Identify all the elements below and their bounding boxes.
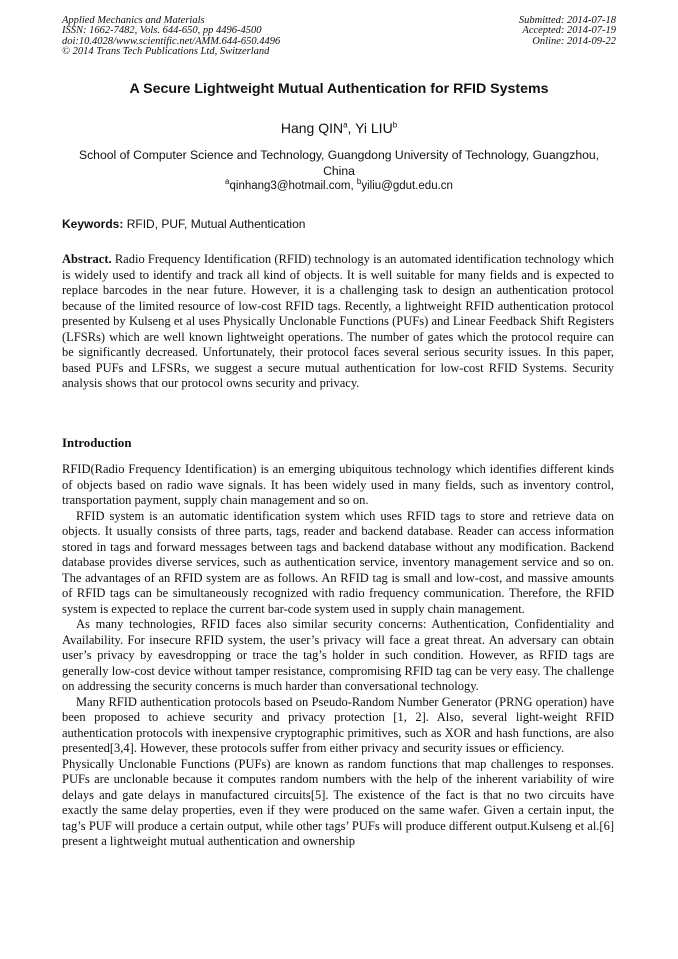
author-list (0, 120, 678, 136)
paragraph: RFID(Radio Frequency Identification) is an emerging ubiquitous technology which identifies different kinds of objects based on radio wave signals. It has been widely used in many fields, such as inventory control, transportation payment, supply chain management and so on. (62, 462, 614, 507)
abstract (62, 252, 614, 392)
author-separator: , (347, 120, 356, 136)
author-affil-mark: b (392, 120, 398, 130)
affiliation: School of Computer Science and Technology, Guangdong University of Technology, Guangzhou, China (78, 148, 600, 178)
keywords (62, 217, 616, 231)
author-affil-mark: a (343, 120, 348, 130)
section-heading: Introduction (62, 436, 132, 450)
email-separator: , (350, 180, 357, 192)
online-date: Online: 2014-09-22 (532, 35, 616, 47)
introduction-body (62, 462, 614, 850)
paragraph: As many technologies, RFID faces also similar security concerns: Authentication, Confidentiality and Availability. For insecure RFID system, the user’s privacy will face a great threat. An adversary can obtain user’s privacy by eavesdropping or trace the tag’s holder in such condition. However, as RFID tags are generally low-cost device without tamper resistance, compromising RFID tag can be very easy. The challenge on addressing the security concerns is much harder than conversational technology. (62, 617, 614, 693)
author-name: Yi LIU (355, 120, 393, 136)
paragraph: RFID system is an automatic identification system which uses RFID tags to store and retrieve data on objects. It usually consists of three parts, tags, reader and backend database. Reader can access information stored in tags and forward messages between tags and backend database without any modification. Backend database provides diverse services, such as authentication service, inventory management service and so on. The advantages of an RFID system are as follows. An RFID tag is small and low-cost, and massive amounts of RFID tags can be simultaneously recognized with radio frequency communication. Therefore, the RFID system is expected to replace the current bar-code system used in supply chain management. (62, 508, 614, 616)
abstract-text: Radio Frequency Identification (RFID) technology is an automated identification technology which is widely used to identify and track all kind of objects. It is well suitable for many fields and is expected to replace barcodes in the near future. However, it is a challenging task to design an authentication protocol because of the limited resource of low-cost RFID tags. Recently, a lightweight RFID authentication protocol presented by Kulseng et al uses Physically Unclonable Functions (PUFs) and Linear Feedback Shift Registers (LFSRs) which are well known lightweight operations. The number of gates which the protocol require can be significantly decreased. Unfortunately, their protocol faces several serious security issues. In this paper, based PUFs and LFSRs, we suggest a secure mutual authentication for low-cost RFID Systems. Security analysis shows that our protocol owns security and privacy. (62, 252, 614, 390)
journal-name: Applied Mechanics and Materials (62, 15, 205, 26)
author-name: Hang QIN (280, 120, 344, 136)
email-link[interactable]: qinhang3@hotmail.com (229, 180, 351, 192)
keywords-label: Keywords: (62, 217, 124, 231)
accepted-date: Accepted: 2014-07-19 (522, 25, 616, 37)
issn-line: ISSN: 1662-7482, Vols. 644-650, pp 4496-4500 (62, 25, 262, 37)
paper-title: A Secure Lightweight Mutual Authentication for RFID Systems (129, 81, 549, 97)
doi-line: doi:10.4028/www.scientific.net/AMM.644-650.4496 (62, 35, 281, 47)
email-link[interactable]: yiliu@gdut.edu.cn (361, 180, 453, 192)
email-affil-mark: b (356, 177, 362, 187)
paragraph: Physically Unclonable Functions (PUFs) are known as random functions that map challenges to responses. PUFs are unclonable because it computes random numbers with the help of the inherent variability of wire delays and gate delays in manufactured circuits[5]. The existence of the fact is that no two circuits have exactly the same delay properties, even if they were produced on the same wafer. Given a certain input, the tag’s PUF will produce a certain output, while other tags’ PUFs will produce different output.Kulseng et al.[6] present a lightweight mutual authentication and ownership (62, 756, 614, 848)
abstract-label: Abstract. (62, 252, 112, 266)
journal-info (62, 16, 280, 58)
keywords-text: RFID, PUF, Mutual Authentication (123, 217, 306, 231)
author-emails (0, 177, 678, 192)
copyright-line: © 2014 Trans Tech Publications Ltd, Switzerland (62, 46, 270, 58)
paragraph: Many RFID authentication protocols based on Pseudo-Random Number Generator (PRNG operation) have been proposed to achieve security and privacy protection [1, 2]. Also, several light-weight RFID authentication protocols with inexpensive cryptographic primitives, such as XOR and hash functions, are also presented[3,4]. However, these protocols suffer from either privacy and security issues or efficiency. (62, 694, 614, 755)
email-affil-mark: a (225, 177, 230, 187)
submitted-date: Submitted: 2014-07-18 (518, 15, 616, 26)
publication-dates (519, 16, 616, 47)
